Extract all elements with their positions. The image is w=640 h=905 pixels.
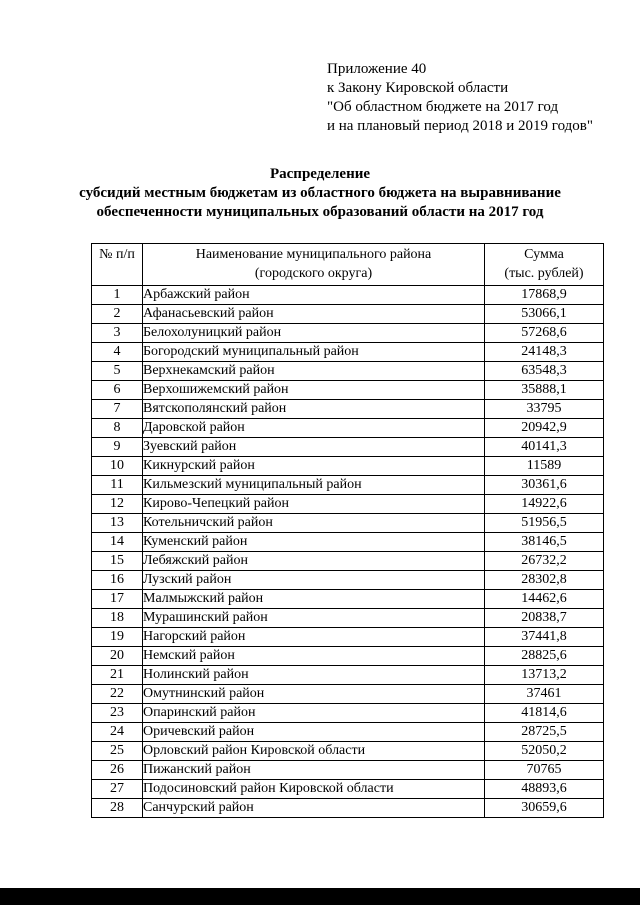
table-row <box>92 495 604 514</box>
row-sum: 14462,6 <box>485 590 604 609</box>
table-row <box>92 590 604 609</box>
row-num: 15 <box>92 552 143 571</box>
row-name: Кильмезский муниципальный район <box>143 476 485 495</box>
row-name: Кикнурский район <box>143 457 485 476</box>
row-sum: 57268,6 <box>485 324 604 343</box>
row-num: 19 <box>92 628 143 647</box>
row-name: Пижанский район <box>143 761 485 780</box>
table-row <box>92 419 604 438</box>
table-row <box>92 685 604 704</box>
table-row <box>92 609 604 628</box>
row-num: 10 <box>92 457 143 476</box>
row-sum: 28725,5 <box>485 723 604 742</box>
row-name: Санчурский район <box>143 799 485 818</box>
row-num: 22 <box>92 685 143 704</box>
row-name: Омутнинский район <box>143 685 485 704</box>
row-sum: 30659,6 <box>485 799 604 818</box>
row-num: 17 <box>92 590 143 609</box>
row-sum: 48893,6 <box>485 780 604 799</box>
row-num: 28 <box>92 799 143 818</box>
row-name: Мурашинский район <box>143 609 485 628</box>
row-num: 23 <box>92 704 143 723</box>
table-row <box>92 286 604 305</box>
table-row <box>92 742 604 761</box>
row-sum: 30361,6 <box>485 476 604 495</box>
row-name: Афанасьевский район <box>143 305 485 324</box>
row-sum: 38146,5 <box>485 533 604 552</box>
row-num: 20 <box>92 647 143 666</box>
header-name <box>143 244 485 286</box>
row-sum: 35888,1 <box>485 381 604 400</box>
row-num: 4 <box>92 343 143 362</box>
table-row <box>92 457 604 476</box>
title-line: субсидий местным бюджетам из областного бюджета на выравнивание <box>79 185 561 201</box>
row-name: Лебяжский район <box>143 552 485 571</box>
row-sum: 28825,6 <box>485 647 604 666</box>
row-name: Зуевский район <box>143 438 485 457</box>
table-row <box>92 438 604 457</box>
table-row <box>92 381 604 400</box>
row-num: 25 <box>92 742 143 761</box>
title-line: Распределение <box>269 166 371 182</box>
row-name: Кирово-Чепецкий район <box>143 495 485 514</box>
row-name: Вятскополянский район <box>143 400 485 419</box>
subsidy-table <box>91 243 604 818</box>
table-header-row <box>92 244 604 286</box>
table-row <box>92 761 604 780</box>
table-row <box>92 704 604 723</box>
row-sum: 37461 <box>485 685 604 704</box>
row-num: 26 <box>92 761 143 780</box>
row-name: Белохолуницкий район <box>143 324 485 343</box>
row-sum: 14922,6 <box>485 495 604 514</box>
row-sum: 11589 <box>485 457 604 476</box>
table-row <box>92 305 604 324</box>
row-sum: 13713,2 <box>485 666 604 685</box>
table-row <box>92 628 604 647</box>
row-num: 11 <box>92 476 143 495</box>
row-num: 12 <box>92 495 143 514</box>
row-name: Богородский муниципальный район <box>143 343 485 362</box>
row-name: Куменский район <box>143 533 485 552</box>
row-name: Оричевский район <box>143 723 485 742</box>
table-row <box>92 533 604 552</box>
table-row <box>92 324 604 343</box>
row-sum: 20838,7 <box>485 609 604 628</box>
row-num: 7 <box>92 400 143 419</box>
row-sum: 52050,2 <box>485 742 604 761</box>
row-num: 24 <box>92 723 143 742</box>
table-row <box>92 362 604 381</box>
row-num: 18 <box>92 609 143 628</box>
row-name: Нагорский район <box>143 628 485 647</box>
row-num: 1 <box>92 286 143 305</box>
table-row <box>92 780 604 799</box>
row-name: Подосиновский район Кировской области <box>143 780 485 799</box>
row-name: Малмыжский район <box>143 590 485 609</box>
row-sum: 33795 <box>485 400 604 419</box>
table-body <box>92 286 604 818</box>
table-row <box>92 799 604 818</box>
table-row <box>92 400 604 419</box>
header-sum <box>485 244 604 286</box>
row-num: 27 <box>92 780 143 799</box>
row-sum: 53066,1 <box>485 305 604 324</box>
row-sum: 17868,9 <box>485 286 604 305</box>
appendix-line: к Закону Кировской области <box>327 80 509 96</box>
row-sum: 63548,3 <box>485 362 604 381</box>
row-sum: 20942,9 <box>485 419 604 438</box>
header-sum-line2: (тыс. рублей) <box>504 266 584 281</box>
title-line: обеспеченности муниципальных образований области на 2017 год <box>96 204 544 220</box>
row-name: Арбажский район <box>143 286 485 305</box>
row-name: Лузский район <box>143 571 485 590</box>
appendix-block <box>327 60 593 136</box>
row-num: 14 <box>92 533 143 552</box>
row-sum: 37441,8 <box>485 628 604 647</box>
table-row <box>92 514 604 533</box>
row-name: Немский район <box>143 647 485 666</box>
row-sum: 70765 <box>485 761 604 780</box>
scan-bottom-edge <box>0 888 640 905</box>
table-row <box>92 571 604 590</box>
appendix-line: Приложение 40 <box>327 61 427 77</box>
row-num: 21 <box>92 666 143 685</box>
row-sum: 28302,8 <box>485 571 604 590</box>
table-row <box>92 666 604 685</box>
row-num: 8 <box>92 419 143 438</box>
table-row <box>92 476 604 495</box>
table-row <box>92 552 604 571</box>
row-name: Нолинский район <box>143 666 485 685</box>
header-num: № п/п <box>92 244 143 286</box>
header-name-line1: Наименование муниципального района <box>195 247 432 262</box>
document-title <box>0 165 640 222</box>
header-sum-line1: Сумма <box>524 247 564 262</box>
row-name: Опаринский район <box>143 704 485 723</box>
header-name-line2: (городского округа) <box>254 266 373 281</box>
row-name: Даровской район <box>143 419 485 438</box>
table-row <box>92 723 604 742</box>
row-name: Верхошижемский район <box>143 381 485 400</box>
row-sum: 41814,6 <box>485 704 604 723</box>
table-row <box>92 647 604 666</box>
row-num: 5 <box>92 362 143 381</box>
row-num: 3 <box>92 324 143 343</box>
row-sum: 40141,3 <box>485 438 604 457</box>
row-sum: 51956,5 <box>485 514 604 533</box>
row-num: 6 <box>92 381 143 400</box>
appendix-line: "Об областном бюджете на 2017 год <box>327 99 559 115</box>
row-sum: 24148,3 <box>485 343 604 362</box>
row-num: 2 <box>92 305 143 324</box>
row-name: Котельничский район <box>143 514 485 533</box>
row-num: 13 <box>92 514 143 533</box>
table-row <box>92 343 604 362</box>
row-num: 16 <box>92 571 143 590</box>
appendix-line: и на плановый период 2018 и 2019 годов" <box>327 118 593 134</box>
row-name: Верхнекамский район <box>143 362 485 381</box>
row-name: Орловский район Кировской области <box>143 742 485 761</box>
row-num: 9 <box>92 438 143 457</box>
row-sum: 26732,2 <box>485 552 604 571</box>
